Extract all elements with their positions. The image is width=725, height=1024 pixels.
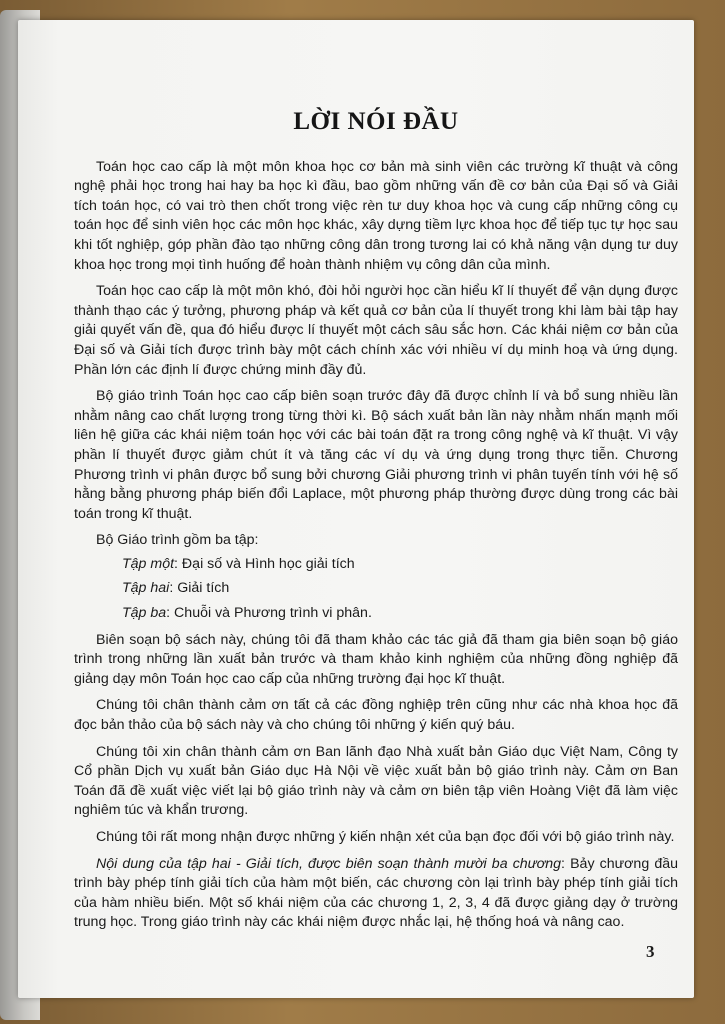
contents-text: : Bảy chương đầu trình bày phép tính giải tích của hàm một biến, các chương còn lại trình bày phép tính giải tích của hàm nhiều biến. Một số khái niệm của các chương 1, 2, 3, 4 đã được giảng dạy ở trường trung học. Trong giáo trình này các khái niệm được nhắc lại, hệ thống hoá và nâng cao.	[74, 855, 678, 931]
paragraph: Bộ giáo trình Toán học cao cấp biên soạn trước đây đã được chỉnh lí và bổ sung nhiều lần nhằm nâng cao chất lượng trong từng thời kì. Bộ sách xuất bản lần này nhằm nhấn mạnh mối liên hệ giữa các khái niệm toán học với các bài toán đặt ra trong công nghệ và kĩ thuật. Vì vậy phần lí thuyết được giảm chút ít và tăng các ví dụ và ứng dụng trong thực tiễn. Chương Phương trình vi phân được bổ sung bởi chương Giải phương trình vi phân tuyến tính với hệ số hằng bằng phương pháp biến đổi Laplace, một phương pháp thường được dùng trong các bài toán trong kĩ thuật.	[74, 388, 678, 522]
volume-title: : Chuỗi và Phương trình vi phân.	[166, 605, 372, 622]
volume-item	[122, 579, 678, 599]
paragraph: Chúng tôi chân thành cảm ơn tất cả các đồng nghiệp trên cũng như các nhà khoa học đã đọc bản thảo của bộ sách này và cho chúng tôi những ý kiến quý báu.	[74, 697, 678, 734]
volume-item	[122, 555, 678, 575]
volume-label: Tập ba	[122, 605, 167, 622]
paragraph: Chúng tôi xin chân thành cảm ơn Ban lãnh đạo Nhà xuất bản Giáo dục Việt Nam, Công ty Cổ phần Dịch vụ xuất bản Giáo dục Hà Nội về việc xuất bản bộ giáo trình này. Cảm ơn Ban Toán đã đề xuất việc viết lại bộ giáo trình này và cảm ơn biên tập viên Hoàng Việt đã làm việc nghiêm túc và khẩn trương.	[74, 743, 678, 819]
paragraph: Toán học cao cấp là một môn khó, đòi hỏi người học cần hiểu kĩ lí thuyết để vận dụng được thành thạo các ý tưởng, phương pháp và kết quả cơ bản của lí thuyết trong khi làm bài tập hay giải quyết vấn đề, qua đó hiểu được lí thuyết một cách sâu sắc hơn. Các khái niệm cơ bản của Đại số và Giải tích được trình bày một cách chính xác với nhiều ví dụ minh hoạ và ứng dụng. Phần lớn các định lí được chứng minh đầy đủ.	[74, 283, 678, 378]
volume-label: Tập hai	[122, 580, 170, 597]
contents-italic-lead: Nội dung của tập hai - Giải tích, được biên soạn thành mười ba chương	[96, 855, 562, 872]
page-number: 3	[646, 942, 655, 961]
volume-title: : Giải tích	[169, 580, 230, 597]
volume-label: Tập một	[122, 555, 175, 572]
volume-title: : Đại số và Hình học giải tích	[174, 555, 355, 572]
page-content	[74, 108, 678, 940]
contents-paragraph	[74, 855, 678, 933]
volume-list-intro: Bộ Giáo trình gồm ba tập:	[96, 532, 259, 549]
book-page	[18, 20, 694, 998]
volume-item	[122, 604, 678, 624]
paragraph: Chúng tôi rất mong nhận được những ý kiến nhận xét của bạn đọc đối với bộ giáo trình này.	[96, 829, 675, 845]
page-title: LỜI NÓI ĐẦU	[293, 108, 459, 135]
paragraph: Biên soạn bộ sách này, chúng tôi đã tham khảo các tác giả đã tham gia biên soạn bộ giáo trình trong những lần xuất bản trước và tham khảo kinh nghiệm của những đồng nghiệp đã giảng dạy môn Toán học cao cấp của những trường đại học kĩ thuật.	[74, 631, 678, 687]
paragraph: Toán học cao cấp là một môn khoa học cơ bản mà sinh viên các trường kĩ thuật và công nghệ phải học trong hai hay ba học kì đầu, bao gồm những vấn đề cơ bản của Đại số và Giải tích toán học, có vai trò then chốt trong việc rèn tư duy khoa học và cung cấp những công cụ toán học để sinh viên học các môn học khác, xây dựng tiềm lực khoa học để tiếp tục tự học sau khi tốt nghiệp, góp phần đào tạo những công dân trong tương lai có khả năng vận dụng tư duy khoa học trong mọi tình huống để hoàn thành nhiệm vụ công dân của mình.	[74, 158, 678, 273]
